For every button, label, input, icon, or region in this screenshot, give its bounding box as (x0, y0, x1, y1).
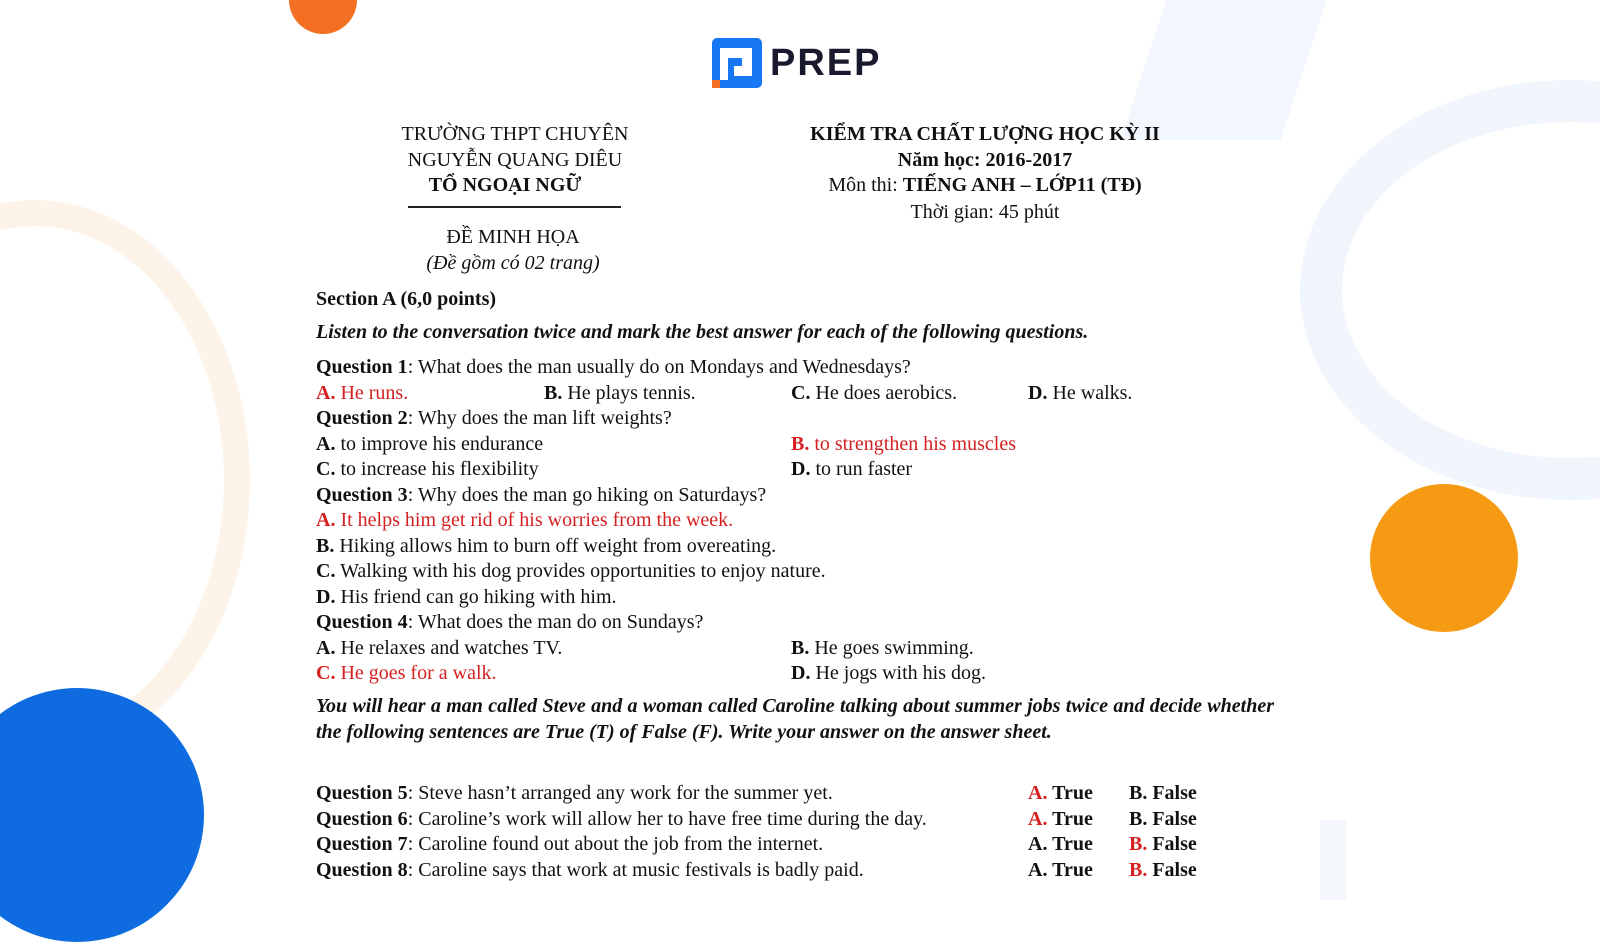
question-text: : Caroline found out about the job from the internet. (407, 833, 824, 855)
option-letter: C. (316, 560, 336, 582)
question-1-prompt (316, 355, 911, 379)
option-letter: A. (316, 637, 336, 659)
option-text: He relaxes and watches TV. (340, 637, 563, 659)
question-6-option-true (1028, 807, 1093, 831)
option-letter: D. (791, 662, 811, 684)
option-text: True (1052, 833, 1093, 855)
question-text: : What does the man usually do on Mondays and Wednesdays? (407, 356, 911, 378)
option-text: to increase his flexibility (340, 458, 539, 480)
department-name: TỔ NGOẠI NGỮ (428, 174, 582, 196)
option-text: He jogs with his dog. (815, 662, 987, 684)
question-5-option-true (1028, 781, 1093, 805)
question-2-option-d (791, 457, 912, 481)
option-letter: B. (544, 382, 563, 404)
question-4-option-c (316, 661, 497, 685)
question-text: : What does the man do on Sundays? (407, 611, 704, 633)
option-letter: B. (791, 433, 810, 455)
question-1-option-c (791, 381, 957, 405)
section-instruction-listening: Listen to the conversation twice and mark the best answer for each of the following questions. (316, 321, 1089, 343)
option-letter: B. (791, 637, 810, 659)
option-text: False (1152, 833, 1197, 855)
option-text: He does aerobics. (815, 382, 958, 404)
question-5-prompt (316, 781, 833, 805)
question-text: : Why does the man go hiking on Saturdays? (407, 484, 767, 506)
question-1-option-a (316, 381, 408, 405)
question-3-option-d (316, 585, 617, 609)
question-6-prompt (316, 807, 927, 831)
question-label: Question 3 (316, 484, 408, 506)
option-text: He runs. (340, 382, 409, 404)
option-text: False (1152, 782, 1197, 804)
option-text: True (1052, 782, 1093, 804)
question-3-option-a (316, 508, 733, 532)
question-4-option-d (791, 661, 986, 685)
option-text: It helps him get rid of his worries from the week. (340, 509, 734, 531)
option-text: He plays tennis. (567, 382, 696, 404)
option-text: True (1052, 808, 1093, 830)
option-text: False (1152, 859, 1197, 881)
question-4-option-a (316, 636, 562, 660)
option-letter: A. (1028, 859, 1048, 881)
option-letter: A. (316, 433, 336, 455)
school-line-2: NGUYỄN QUANG DIÊU (407, 149, 623, 171)
option-text: False (1152, 808, 1197, 830)
option-text: His friend can go hiking with him. (340, 586, 617, 608)
question-label: Question 7 (316, 833, 408, 855)
question-label: Question 1 (316, 356, 408, 378)
question-3-prompt (316, 483, 766, 507)
question-8-option-true (1028, 858, 1093, 882)
question-8-option-false (1129, 858, 1197, 882)
section-title: Section A (6,0 points) (316, 288, 497, 310)
exam-duration: Thời gian: 45 phút (910, 201, 1060, 223)
question-2-option-b (791, 432, 1016, 456)
option-letter: B. (316, 535, 335, 557)
header-divider (408, 206, 621, 208)
question-6-option-false (1129, 807, 1197, 831)
option-text: to strengthen his muscles (814, 433, 1016, 455)
option-letter: B. (1129, 782, 1148, 804)
option-letter: B. (1129, 859, 1148, 881)
question-1-option-b (544, 381, 696, 405)
exam-title: KIỂM TRA CHẤT LƯỢNG HỌC KỲ II (810, 123, 1160, 145)
option-letter: A. (316, 382, 336, 404)
option-text: Hiking allows him to burn off weight from overeating. (339, 535, 777, 557)
question-7-option-true (1028, 832, 1093, 856)
option-letter: C. (316, 662, 336, 684)
question-5-option-false (1129, 781, 1197, 805)
school-year: Năm học: 2016-2017 (897, 149, 1073, 171)
option-letter: A. (1028, 808, 1048, 830)
option-letter: D. (791, 458, 811, 480)
question-3-option-c (316, 559, 826, 583)
subject-value: TIẾNG ANH – LỚP11 (TĐ) (902, 174, 1142, 196)
question-text: : Steve hasn’t arranged any work for the summer yet. (407, 782, 833, 804)
page-count-note: (Đề gồm có 02 trang) (426, 252, 600, 274)
school-line-1: TRƯỜNG THPT CHUYÊN (401, 123, 629, 145)
question-4-prompt (316, 610, 703, 634)
question-3-option-b (316, 534, 776, 558)
option-letter: A. (1028, 782, 1048, 804)
question-label: Question 6 (316, 808, 408, 830)
question-text: : Why does the man lift weights? (407, 407, 672, 429)
exam-type: ĐỀ MINH HỌA (446, 226, 580, 248)
option-text: to improve his endurance (340, 433, 544, 455)
question-2-option-a (316, 432, 543, 456)
question-label: Question 2 (316, 407, 408, 429)
question-2-prompt (316, 406, 672, 430)
question-label: Question 5 (316, 782, 408, 804)
logo-text: PREP (770, 41, 882, 84)
option-letter: B. (1129, 833, 1148, 855)
option-text: He goes swimming. (814, 637, 974, 659)
question-8-prompt (316, 858, 864, 882)
subject-line (828, 173, 1141, 197)
question-4-option-b (791, 636, 974, 660)
option-letter: A. (1028, 833, 1048, 855)
option-text: to run faster (815, 458, 913, 480)
question-1-option-d (1028, 381, 1132, 405)
question-7-option-false (1129, 832, 1197, 856)
option-letter: D. (1028, 382, 1048, 404)
option-text: He walks. (1052, 382, 1133, 404)
option-text: True (1052, 859, 1093, 881)
option-text: He goes for a walk. (340, 662, 497, 684)
subject-label: Môn thi: (828, 174, 898, 196)
option-letter: B. (1129, 808, 1148, 830)
question-2-option-c (316, 457, 539, 481)
section-instruction-true-false: You will hear a man called Steve and a woman called Caroline talking about summer jobs twice and decide whether the following sentences are True (T) of False (F). Write your answer on the answer sheet. (316, 695, 1274, 743)
option-letter: C. (791, 382, 811, 404)
question-text: : Caroline’s work will allow her to have free time during the day. (407, 808, 927, 830)
question-label: Question 8 (316, 859, 408, 881)
option-letter: D. (316, 586, 336, 608)
question-7-prompt (316, 832, 823, 856)
question-label: Question 4 (316, 611, 408, 633)
option-letter: A. (316, 509, 336, 531)
option-text: Walking with his dog provides opportunities to enjoy nature. (340, 560, 826, 582)
option-letter: C. (316, 458, 336, 480)
question-text: : Caroline says that work at music festivals is badly paid. (407, 859, 864, 881)
